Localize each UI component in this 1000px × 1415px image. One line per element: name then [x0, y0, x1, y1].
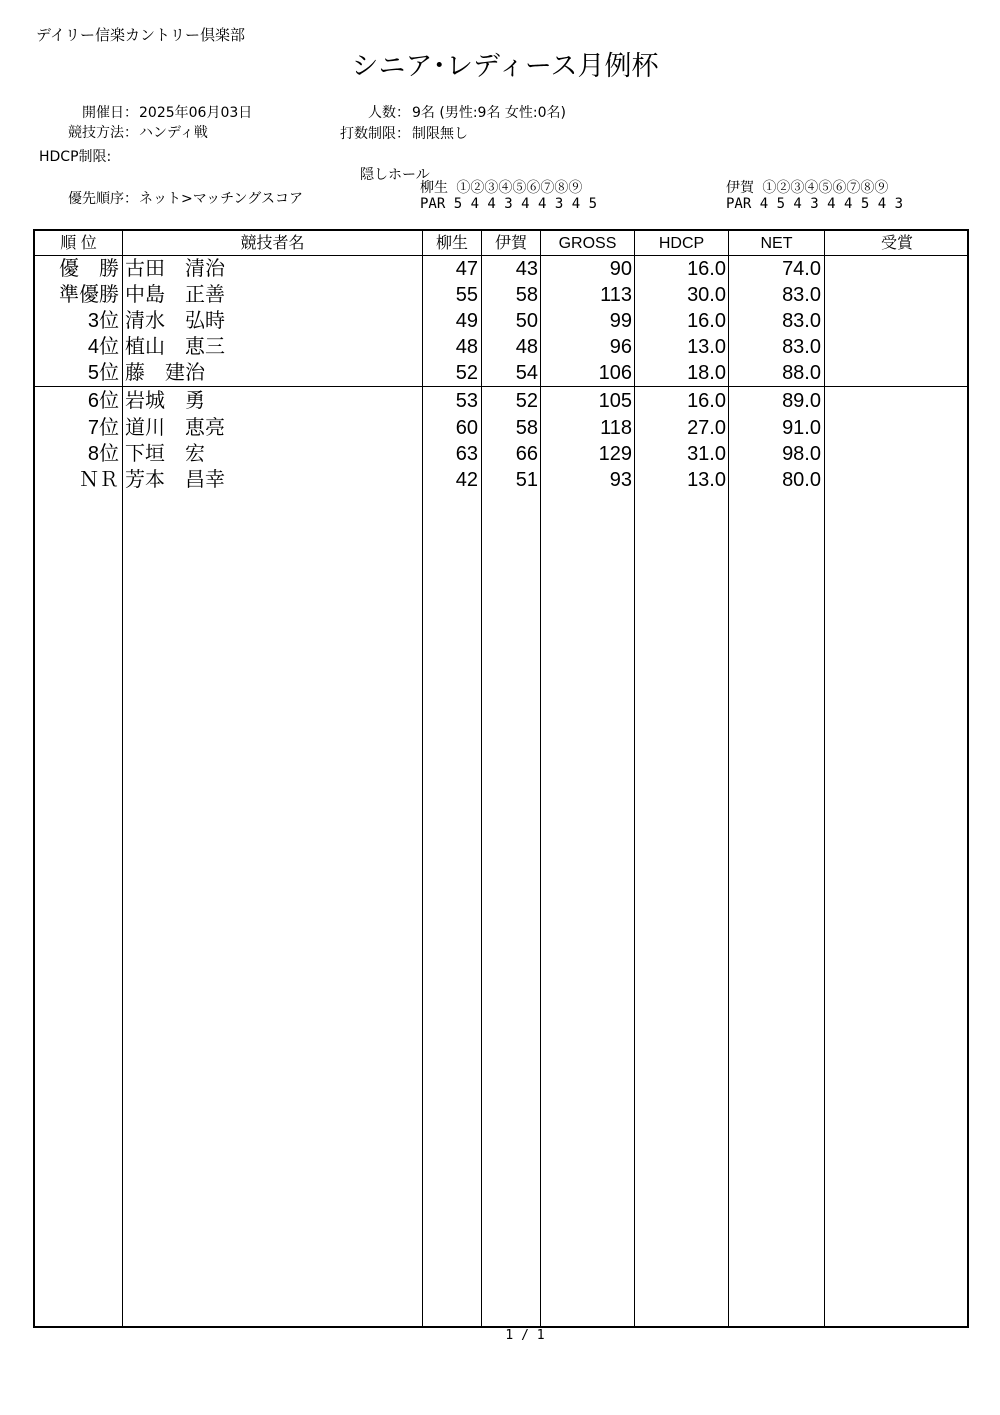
- course1-par-row: PAR 5 4 4 3 4 4 3 4 5: [420, 196, 598, 212]
- award-cell: [827, 308, 967, 334]
- in-cell: 50: [515, 310, 538, 332]
- priority-label: 優先順序：: [68, 191, 138, 207]
- hdcp-cell: 27.0: [687, 417, 726, 439]
- rank-cell: 準優勝: [59, 284, 119, 306]
- gross-cell: 96: [609, 336, 632, 358]
- net-cell: 80.0: [782, 469, 821, 491]
- table-row: [35, 415, 967, 441]
- net-cell: 88.0: [782, 362, 821, 384]
- hidden-holes-course1: [420, 180, 597, 212]
- hdcp-limit-label: HDCP制限:: [39, 149, 112, 165]
- page-title: シニア･レディース月例杯: [351, 51, 659, 82]
- hdcp-cell: 13.0: [687, 469, 726, 491]
- rank-cell: 7位: [87, 417, 119, 439]
- table-row: [35, 256, 967, 282]
- header-gross: GROSS: [558, 235, 617, 252]
- date-label: 開催日：: [82, 105, 138, 121]
- rank-cell: 優 勝: [59, 258, 119, 280]
- gross-cell: 118: [600, 417, 632, 439]
- hdcp-cell: 30.0: [687, 284, 726, 306]
- table-row: [35, 360, 967, 386]
- priority-value: ネット>マッチングスコア: [139, 191, 304, 207]
- date-value: 2025年06月03日: [139, 105, 253, 121]
- in-cell: 54: [515, 362, 538, 384]
- award-cell: [827, 360, 967, 386]
- table-row: [35, 282, 967, 308]
- net-cell: 74.0: [782, 258, 821, 280]
- table-row: [35, 441, 967, 467]
- award-cell: [827, 334, 967, 360]
- award-cell: [827, 467, 967, 493]
- in-cell: 58: [515, 284, 538, 306]
- out-cell: 47: [455, 258, 478, 280]
- participants-value: 9名 (男性:9名 女性:0名): [412, 105, 566, 121]
- hdcp-cell: 31.0: [687, 443, 726, 465]
- name-cell: 芳本 昌幸: [125, 469, 225, 491]
- net-cell: 83.0: [782, 336, 821, 358]
- award-cell: [827, 388, 967, 414]
- out-cell: 63: [455, 443, 478, 465]
- name-cell: 下垣 宏: [125, 443, 205, 465]
- header-name: 競技者名: [240, 235, 305, 252]
- in-cell: 51: [515, 469, 538, 491]
- rank-cell: 4位: [87, 336, 119, 358]
- participants-label: 人数：: [368, 105, 410, 121]
- header-out: 柳生: [435, 235, 468, 252]
- award-cell: [827, 441, 967, 467]
- table-row: [35, 308, 967, 334]
- header-hdcp: HDCP: [658, 235, 705, 252]
- net-cell: 98.0: [782, 443, 821, 465]
- limit-label: 打数制限：: [340, 126, 410, 142]
- rank-cell: 8位: [87, 443, 119, 465]
- course2-holes-row: 伊賀 ①②③④⑤⑥⑦⑧⑨: [726, 180, 889, 196]
- rank-cell: ＮＲ: [79, 469, 119, 491]
- club-name: デイリー信楽カントリー倶楽部: [36, 26, 245, 44]
- table-row: [35, 334, 967, 360]
- in-cell: 52: [515, 390, 538, 412]
- net-cell: 83.0: [782, 310, 821, 332]
- out-cell: 55: [455, 284, 478, 306]
- out-cell: 48: [455, 336, 478, 358]
- hdcp-cell: 18.0: [687, 362, 726, 384]
- rank-cell: 3位: [87, 310, 119, 332]
- method-label: 競技方法：: [68, 125, 138, 141]
- award-cell: [827, 415, 967, 441]
- name-cell: 清水 弘時: [125, 310, 225, 332]
- award-cell: [827, 256, 967, 282]
- out-cell: 53: [455, 390, 478, 412]
- rank-cell: 5位: [87, 362, 119, 384]
- gross-cell: 105: [598, 390, 632, 412]
- table-row: [35, 388, 967, 414]
- table-row: [35, 467, 967, 493]
- gross-cell: 90: [609, 258, 632, 280]
- hdcp-cell: 16.0: [687, 258, 726, 280]
- method-value: ハンディ戦: [139, 125, 208, 141]
- header-in: 伊賀: [494, 235, 527, 252]
- award-cell: [827, 282, 967, 308]
- in-cell: 43: [515, 258, 538, 280]
- course1-holes-row: 柳生 ①②③④⑤⑥⑦⑧⑨: [420, 180, 583, 196]
- net-cell: 89.0: [782, 390, 821, 412]
- out-cell: 52: [455, 362, 478, 384]
- hdcp-cell: 13.0: [687, 336, 726, 358]
- hidden-holes-course2: [726, 180, 903, 212]
- hidden-holes-label: 隠しホール: [360, 167, 430, 183]
- gross-cell: 129: [598, 443, 632, 465]
- header-net: NET: [760, 235, 793, 252]
- name-cell: 道川 恵亮: [125, 417, 225, 439]
- net-cell: 83.0: [782, 284, 821, 306]
- hdcp-cell: 16.0: [687, 310, 726, 332]
- in-cell: 48: [515, 336, 538, 358]
- out-cell: 60: [455, 417, 478, 439]
- header-rank: 順 位: [60, 235, 97, 252]
- results-table: [33, 229, 969, 1328]
- gross-cell: 99: [609, 310, 632, 332]
- net-cell: 91.0: [782, 417, 821, 439]
- name-cell: 古田 清治: [125, 258, 225, 280]
- hdcp-cell: 16.0: [687, 390, 726, 412]
- name-cell: 中島 正善: [125, 284, 225, 306]
- in-cell: 66: [515, 443, 538, 465]
- gross-cell: 113: [600, 284, 632, 306]
- gross-cell: 93: [609, 469, 632, 491]
- out-cell: 42: [455, 469, 478, 491]
- course2-par-row: PAR 4 5 4 3 4 4 5 4 3: [726, 196, 904, 212]
- name-cell: 藤 建治: [125, 362, 205, 384]
- in-cell: 58: [515, 417, 538, 439]
- rank-cell: 6位: [87, 390, 119, 412]
- gross-cell: 106: [598, 362, 632, 384]
- name-cell: 岩城 勇: [125, 390, 205, 412]
- header-award: 受賞: [880, 235, 913, 252]
- name-cell: 植山 恵三: [125, 336, 225, 358]
- page-number: 1 / 1: [505, 1328, 545, 1343]
- limit-value: 制限無し: [412, 126, 468, 142]
- out-cell: 49: [455, 310, 478, 332]
